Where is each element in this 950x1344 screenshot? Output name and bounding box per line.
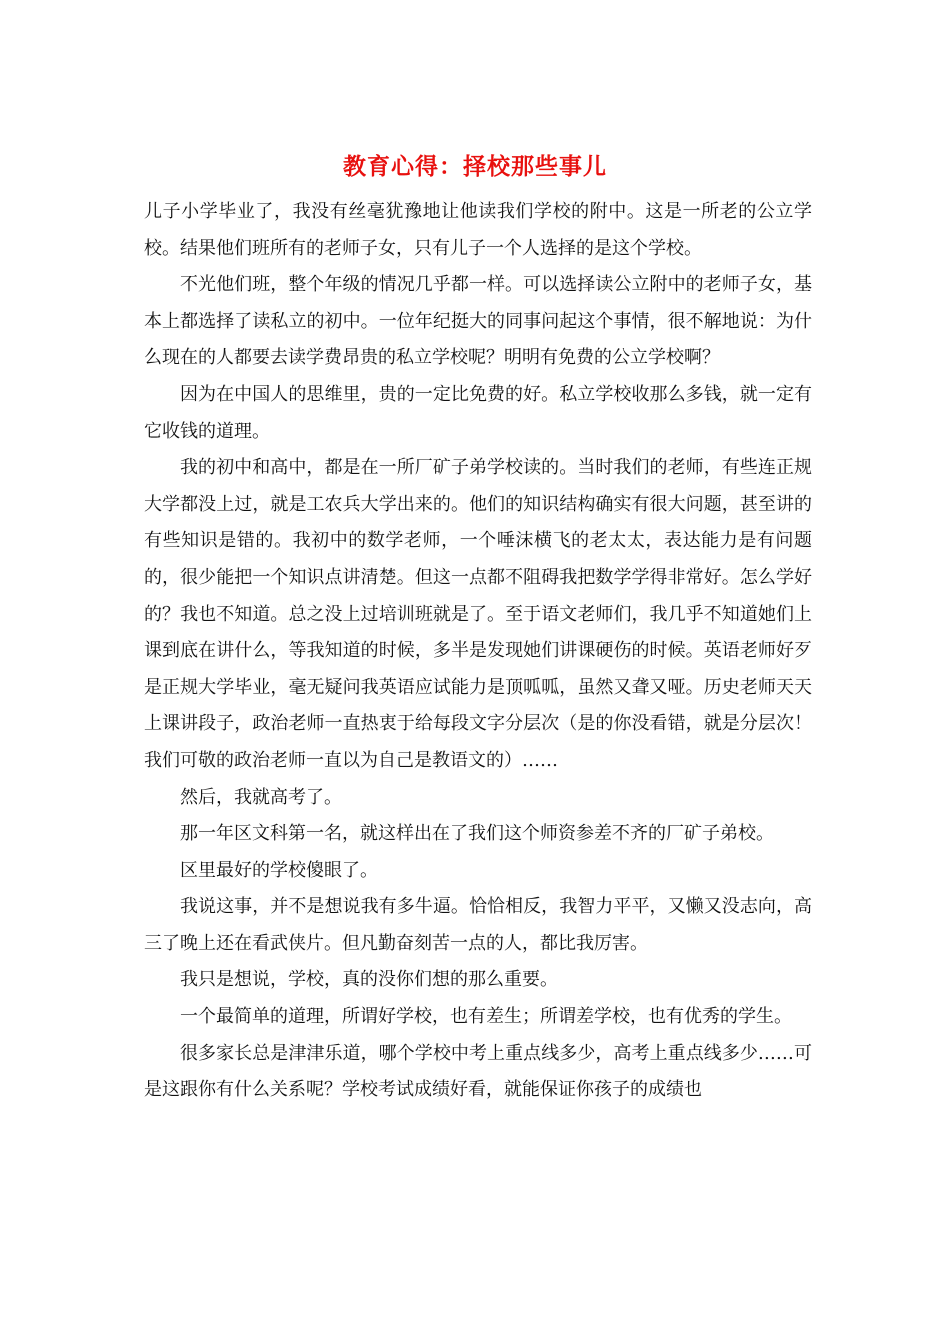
paragraph-10: 一个最简单的道理，所谓好学校，也有差生；所谓差学校，也有优秀的学生。: [180, 1006, 792, 1028]
paragraph-8: 我说这事，并不是想说我有多牛逼。恰恰相反，我智力平平，又懒又没志向，高三了晚上还在看武侠片。但凡勤奋刻苦一点的人，都比我厉害。: [144, 896, 812, 954]
paragraph-9: 我只是想说，学校，真的没你们想的那么重要。: [180, 969, 558, 991]
paragraph-7: 区里最好的学校傻眼了。: [180, 859, 378, 881]
paragraph-11: 很多家长总是津津乐道，哪个学校中考上重点线多少，高考上重点线多少……可是这跟你有什么关系呢？学校考试成绩好看，就能保证你孩子的成绩也: [144, 1042, 812, 1101]
paragraph-2: 不光他们班，整个年级的情况几乎都一样。可以选择读公立附中的老师子女，基本上都选择了读私立的初中。一位年纪挺大的同事问起这个事情，很不解地说：为什么现在的人都要去读学费昂贵的私立学校呢？明明有免费的公立学校啊？: [144, 274, 812, 369]
document-title: 教育心得：择校那些事儿: [343, 154, 607, 180]
paragraph-1: 儿子小学毕业了，我没有丝毫犹豫地让他读我们学校的附中。这是一所老的公立学校。结果他们班所有的老师子女，只有儿子一个人选择的是这个学校。: [144, 201, 812, 259]
document-body: [144, 194, 812, 1109]
paragraph-3: 因为在中国人的思维里，贵的一定比免费的好。私立学校收那么多钱，就一定有它收钱的道理。: [144, 383, 812, 442]
paragraph-4: 我的初中和高中，都是在一所厂矿子弟学校读的。当时我们的老师，有些连正规大学都没上过，就是工农兵大学出来的。他们的知识结构确实有很大问题，甚至讲的有些知识是错的。我初中的数学老师，一个唾沫横飞的老太太，表达能力是有问题的，很少能把一个知识点讲清楚。但这一点都不阻碍我把数学学得非常好。怎么学好的？我也不知道。总之没上过培训班就是了。至于语文老师们，我几乎不知道她们上课到底在讲什么，等我知道的时候，多半是发现她们讲课硬伤的时候。英语老师好歹是正规大学毕业，毫无疑问我英语应试能力是顶呱呱，虽然又聋又哑。历史老师天天上课讲段子，政治老师一直热衷于给每段文字分层次（是的你没看错，就是分层次！我们可敬的政治老师一直以为自己是教语文的）……: [144, 457, 812, 771]
paragraph-6: 那一年区文科第一名，就这样出在了我们这个师资参差不齐的厂矿子弟校。: [180, 823, 774, 845]
paragraph-5: 然后，我就高考了。: [180, 786, 342, 808]
